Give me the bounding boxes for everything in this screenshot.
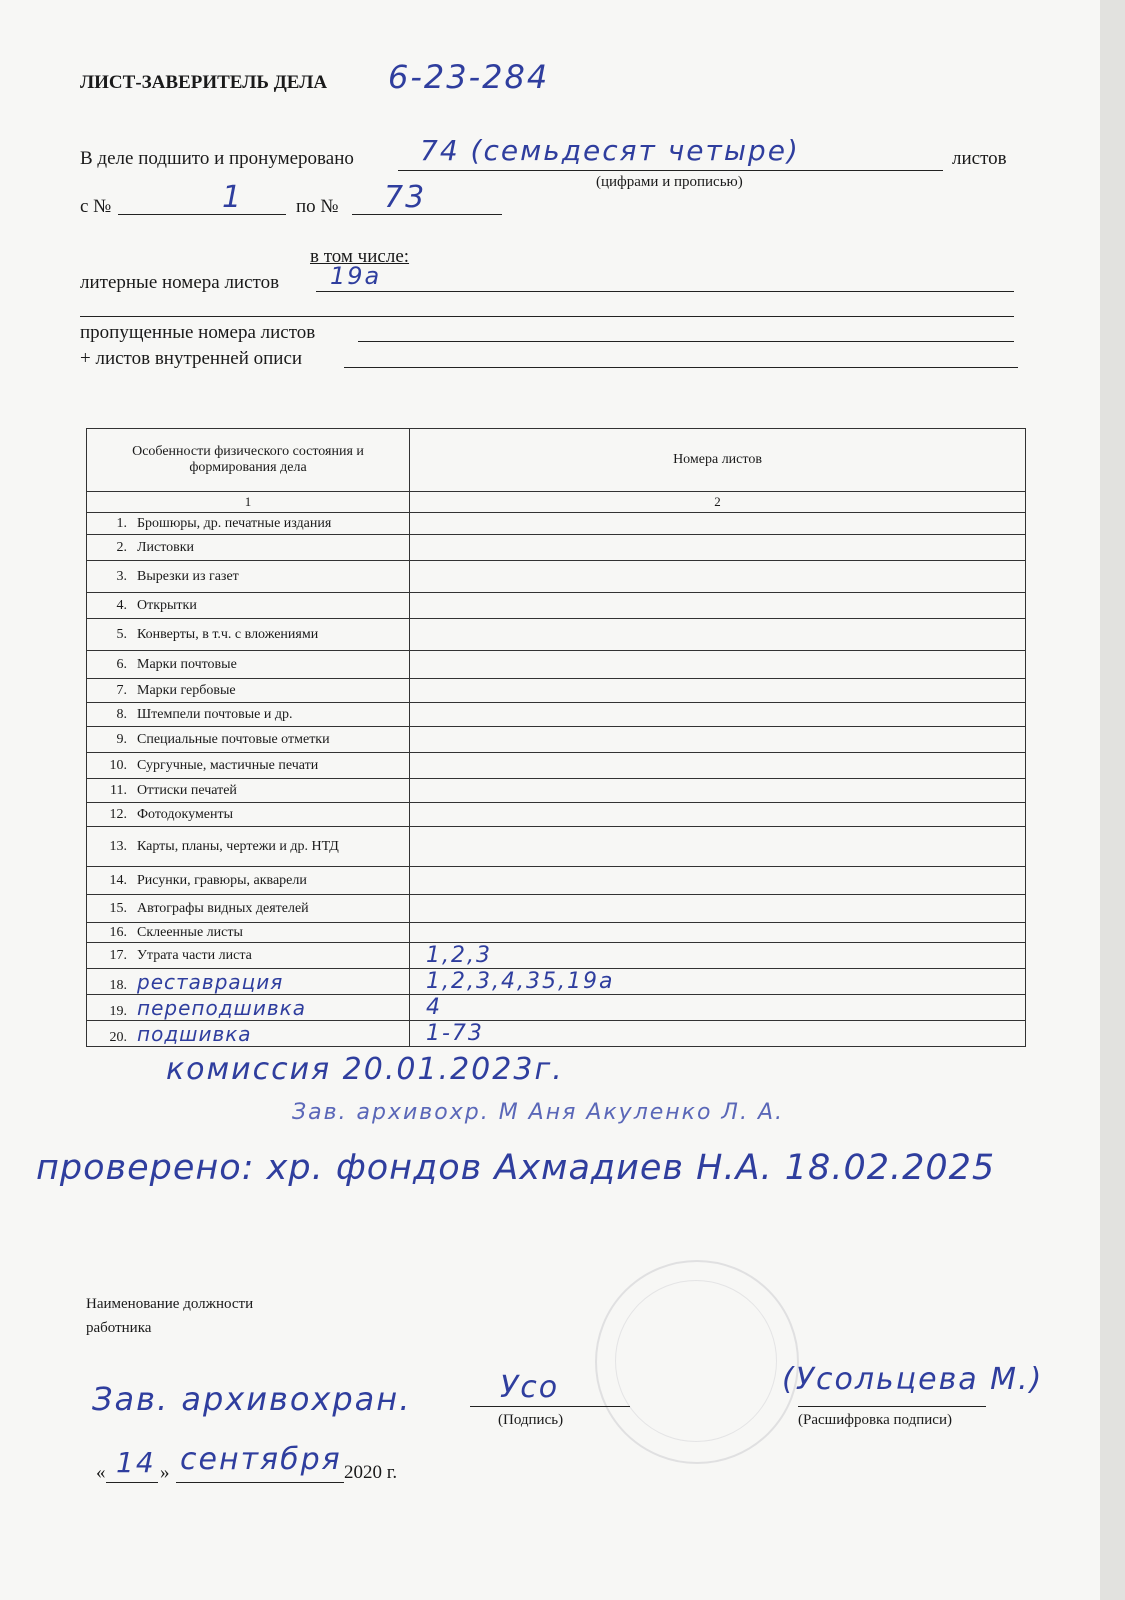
row-feature-cell: [87, 867, 410, 895]
table-row: [87, 535, 1026, 561]
row-sheet-numbers: 4: [410, 995, 1026, 1021]
row-number: 15.: [109, 900, 127, 916]
range-from-underline: [118, 214, 286, 215]
date-close-quote: »: [160, 1462, 170, 1483]
row-sheet-numbers: [410, 803, 1026, 827]
including-label: в том числе:: [310, 246, 410, 267]
row-feature-label: Сургучные, мастичные печати: [137, 757, 319, 773]
row-feature-cell: [87, 943, 410, 969]
row-feature-label: Марки гербовые: [137, 682, 236, 698]
row-feature-cell: [87, 753, 410, 779]
table-row: [87, 943, 1026, 969]
faded-stamp-inner-ring: [615, 1280, 777, 1442]
row-feature-cell: [87, 593, 410, 619]
range-from-label: с №: [80, 196, 112, 217]
verification-note: проверено: хр. фондов Ахмадиев Н.А. 18.02.2025: [36, 1148, 996, 1188]
row-number: 12.: [109, 806, 127, 822]
row-feature-label: Открытки: [137, 597, 197, 613]
table-col-index-2: 2: [410, 492, 1026, 513]
row-feature-label: Листовки: [137, 539, 195, 555]
row-sheet-numbers: [410, 753, 1026, 779]
row-sheet-numbers: [410, 561, 1026, 593]
row-sheet-numbers: 1,2,3,4,35,19а: [410, 969, 1026, 995]
letter-label: литерные номера листов: [80, 272, 280, 293]
row-feature-cell: [87, 923, 410, 943]
row-sheet-numbers: [410, 513, 1026, 535]
row-feature-label: Вырезки из газет: [137, 568, 239, 584]
table-row: [87, 561, 1026, 593]
row-feature-cell: [87, 679, 410, 703]
row-feature-cell: [87, 561, 410, 593]
letter-underline: [316, 291, 1014, 292]
row-feature-cell: [87, 969, 410, 995]
row-number: 1.: [116, 515, 127, 531]
row-sheet-numbers: [410, 593, 1026, 619]
row-sheet-numbers: [410, 535, 1026, 561]
row-feature-label: Карты, планы, чертежи и др. НТД: [137, 838, 339, 854]
row-sheet-numbers: 1,2,3: [410, 943, 1026, 969]
table-row: [87, 867, 1026, 895]
row-number: 19.: [109, 1003, 127, 1019]
row-number: 5.: [116, 626, 127, 642]
row-number: 11.: [110, 782, 127, 798]
row-number: 13.: [109, 838, 127, 854]
table-row: [87, 619, 1026, 651]
document-title: ЛИСТ-ЗАВЕРИТЕЛЬ ДЕЛА: [80, 72, 328, 93]
decode-value: (Усольцева М.): [782, 1362, 1044, 1397]
row-feature-label: Склеенные листы: [137, 924, 243, 940]
count-underline: [398, 170, 943, 171]
table-row: [87, 803, 1026, 827]
row-number: 14.: [109, 872, 127, 888]
physical-features-table: [86, 428, 1026, 1047]
row-sheet-numbers: [410, 727, 1026, 753]
position-value: Зав. архивохран.: [92, 1380, 412, 1418]
row-feature-cell: [87, 619, 410, 651]
inner-underline: [344, 367, 1018, 368]
row-feature-label: Штемпели почтовые и др.: [137, 706, 293, 722]
count-hint: (цифрами и прописью): [596, 174, 743, 190]
date-month-underline: [176, 1482, 344, 1483]
row-feature-cell: [87, 1021, 410, 1047]
position-label-1: Наименование должности: [86, 1296, 254, 1312]
position-label-2: работника: [86, 1320, 152, 1336]
row-number: 8.: [116, 706, 127, 722]
commission-signature-note: Зав. архивохр. М Аня Акуленко Л. А.: [292, 1100, 784, 1125]
range-to-underline: [352, 214, 502, 215]
row-feature-cell: [87, 703, 410, 727]
date-day: 14: [116, 1446, 156, 1479]
table-row: [87, 923, 1026, 943]
row-number: 20.: [109, 1029, 127, 1045]
table-row: [87, 969, 1026, 995]
table-row: [87, 779, 1026, 803]
row-feature-label: реставрация: [137, 969, 284, 994]
table-header-features: Особенности физического состояния и формирования дела: [87, 429, 410, 492]
row-feature-cell: [87, 535, 410, 561]
date-open-quote: «: [96, 1462, 106, 1483]
row-number: 10.: [109, 757, 127, 773]
letter-underline-2: [80, 316, 1014, 317]
table-row: [87, 827, 1026, 867]
row-number: 18.: [109, 977, 127, 993]
table-row: [87, 995, 1026, 1021]
row-feature-cell: [87, 727, 410, 753]
table-row: [87, 1021, 1026, 1047]
date-day-underline: [106, 1482, 158, 1483]
row-feature-label: подшивка: [137, 1021, 252, 1046]
row-feature-label: Специальные почтовые отметки: [137, 731, 330, 747]
row-feature-cell: [87, 827, 410, 867]
row-feature-cell: [87, 651, 410, 679]
commission-note: комиссия 20.01.2023г.: [166, 1052, 564, 1087]
decode-label: (Расшифровка подписи): [798, 1412, 952, 1428]
table-row: [87, 895, 1026, 923]
row-feature-label: Фотодокументы: [137, 806, 234, 822]
date-year: 2020 г.: [344, 1462, 398, 1483]
row-feature-cell: [87, 995, 410, 1021]
row-number: 17.: [109, 947, 127, 963]
row-feature-cell: [87, 895, 410, 923]
row-feature-label: Брошюры, др. печатные издания: [137, 515, 332, 531]
row-sheet-numbers: [410, 895, 1026, 923]
row-number: 2.: [116, 539, 127, 555]
row-sheet-numbers: [410, 923, 1026, 943]
table-row: [87, 593, 1026, 619]
table-row: [87, 727, 1026, 753]
row-sheet-numbers: [410, 827, 1026, 867]
count-prefix: В деле подшито и пронумеровано: [80, 148, 354, 169]
row-sheet-numbers: [410, 679, 1026, 703]
table-row: [87, 651, 1026, 679]
table-row: [87, 703, 1026, 727]
signature-value: Усо: [500, 1370, 560, 1405]
missing-underline: [358, 341, 1014, 342]
row-sheet-numbers: [410, 867, 1026, 895]
count-value: 74 (семьдесят четыре): [420, 134, 800, 167]
row-feature-label: Утрата части листа: [137, 947, 252, 963]
row-number: 6.: [116, 656, 127, 672]
missing-label: пропущенные номера листов: [80, 322, 316, 343]
table-col-index-1: 1: [87, 492, 410, 513]
row-sheet-numbers: [410, 703, 1026, 727]
date-month: сентября: [180, 1442, 342, 1477]
decode-underline: [798, 1406, 986, 1407]
table-row: [87, 513, 1026, 535]
case-number: 6-23-284: [388, 58, 550, 96]
row-sheet-numbers: [410, 779, 1026, 803]
row-number: 9.: [116, 731, 127, 747]
count-suffix: листов: [952, 148, 1007, 169]
range-from-value: 1: [222, 180, 244, 215]
row-sheet-numbers: 1-73: [410, 1021, 1026, 1047]
row-number: 7.: [116, 682, 127, 698]
page-edge: [1100, 0, 1125, 1600]
signature-underline: [470, 1406, 630, 1407]
row-feature-cell: [87, 779, 410, 803]
row-feature-label: Рисунки, гравюры, акварели: [137, 872, 307, 888]
row-feature-label: Конверты, в т.ч. с вложениями: [137, 626, 319, 642]
range-to-value: 73: [384, 180, 427, 215]
row-feature-label: Оттиски печатей: [137, 782, 237, 798]
row-feature-label: Автографы видных деятелей: [137, 900, 309, 916]
inner-label: + листов внутренней описи: [80, 348, 303, 369]
table-row: [87, 679, 1026, 703]
row-sheet-numbers: [410, 651, 1026, 679]
letter-value: 19а: [330, 262, 382, 290]
table-row: [87, 753, 1026, 779]
table-header-sheet-numbers: Номера листов: [410, 429, 1026, 492]
row-number: 3.: [116, 568, 127, 584]
signature-label: (Подпись): [498, 1412, 564, 1428]
row-number: 4.: [116, 597, 127, 613]
row-feature-cell: [87, 513, 410, 535]
row-feature-cell: [87, 803, 410, 827]
range-to-label: по №: [296, 196, 339, 217]
row-sheet-numbers: [410, 619, 1026, 651]
row-feature-label: Марки почтовые: [137, 656, 237, 672]
row-feature-label: переподшивка: [137, 995, 306, 1020]
row-number: 16.: [109, 924, 127, 940]
